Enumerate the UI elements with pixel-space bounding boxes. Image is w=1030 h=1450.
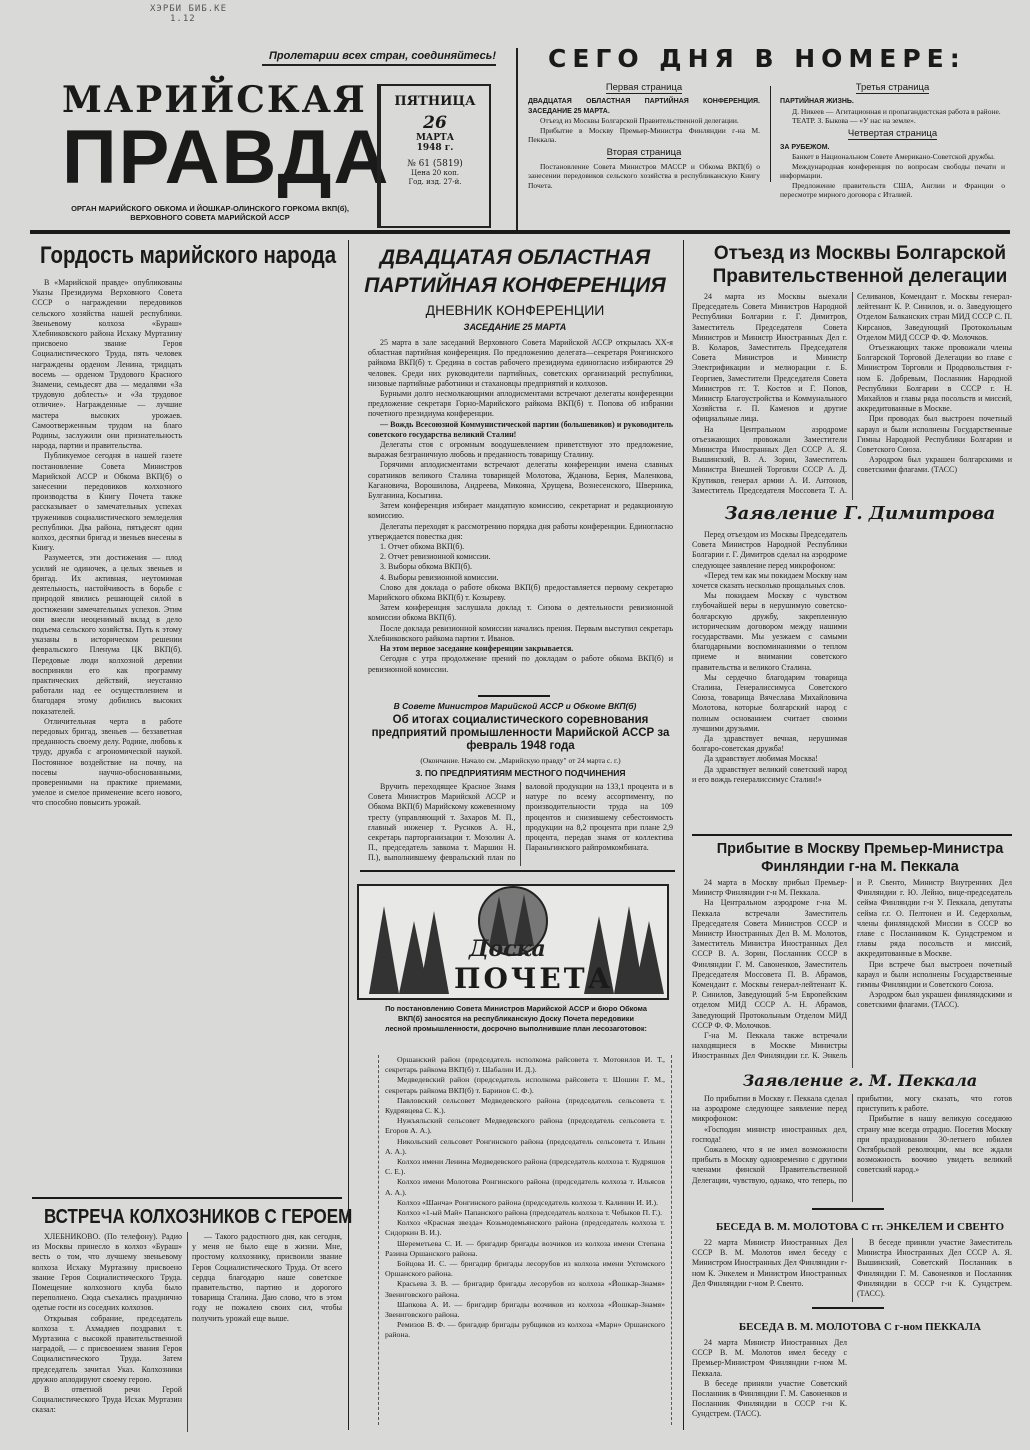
honor-board-banner — [357, 884, 669, 1000]
paragraph: Да здравствует вечная, нерушимая болгаро-советская дружба! — [692, 734, 847, 754]
article-molotov-enckell-body — [692, 1238, 1012, 1302]
day: 26 — [423, 113, 447, 133]
contents-item[interactable]: ЗА РУБЕЖОМ. — [780, 143, 830, 151]
page-label-text: Третья страница — [855, 82, 930, 93]
divider — [32, 1197, 342, 1199]
paragraph: 25 марта в зале заседаний Верховного Совета Марийской АССР открылась XX-я областная партийная конференция. По предложению делегата—секретаря Ронгинского райкома ВКП(б) т. Средина в состав рабочего президиума единогласно избираются 29 человек. Среди них руководители партийных, советских организаций республики, низовые партийные работники и стахановцы предприятий и колхозов. — [368, 338, 673, 388]
paragraph: Да здравствует любимая Москва! — [704, 754, 818, 764]
divider — [516, 48, 518, 230]
month: МАРТА — [415, 133, 455, 143]
headline-line: Правительственной делегации — [712, 266, 1008, 287]
stamp-line: 1.12 — [170, 14, 196, 24]
paragraph: — Такого радостного дня, как сегодня, у меня не было еще в жизни. Мне, простому колхознику, присвоили звание Героя Социалистического Труда. От всего сердца благодарю наше советское правительство, партию и дорогого товарища Сталина. Даю слово, что в этом году не пожалею своих сил, чтобы получить урожай еще выше. — [192, 1232, 342, 1323]
paragraph: Мы покидаем Москву с чувством глубочайшей веры в нерушимую советско-болгарскую дружбу, закрепленную историческим договором между нашими государствами. Мы уезжаем с самыми благодарными воспоминаниями о теплом приеме и внимании советского правительства и великого Сталина. — [692, 591, 847, 672]
divider — [770, 86, 771, 182]
headline-line: Отъезд из Москвы Болгарской — [713, 243, 1007, 264]
headline-pride: Гордость марийского народа — [40, 242, 337, 269]
page-label-text: Четвертая страница — [847, 127, 938, 139]
honor-entry: Ремизов В. Ф. — бригадир бригады рубщиков из колхоза «Марн» Оршанского района. — [385, 1320, 665, 1340]
honor-entry: Красьева З. В. — бригадир бригады лесорубов из колхоза «Йошкар-Знамя» Звениговского района. — [385, 1279, 665, 1299]
headline-dimitrov: Заявление Г. Димитрова — [724, 503, 996, 524]
paragraph: Сегодня с утра продолжение прений по докладам о работе обкома ВКП(б) и ревизионной комиссии. — [368, 654, 673, 674]
paragraph: Прибытие в нашу великую соседнюю страну мне всегда отрадно. Посетив Москву при праздновании 30-летнего юбилея Октябрьской революции, мы все ждали возможность воочию увидеть великий советский народ.» — [857, 1114, 1012, 1175]
contents-item[interactable]: Банкет в Национальном Совете Американо-Советской дружбы. — [792, 152, 995, 161]
honor-entry: Нужъяльский сельсовет Медведевского района (председатель сельсовета т. Егоров А. А.). — [385, 1116, 665, 1136]
honor-entry: Медведевский район (председатель исполкома райсовета т. Шошин Г. М., секретарь райкома ВКП(б) т. Баринов С. Ф.). — [385, 1075, 665, 1095]
contents-item[interactable]: ДВАДЦАТАЯ ОБЛАСТНАЯ ПАРТИЙНАЯ КОНФЕРЕНЦИЯ. ЗАСЕДАНИЕ 25 МАРТА. — [528, 98, 760, 115]
page-label — [528, 82, 760, 94]
competition-section: В Совете Министров Марийской АССР и Обкоме ВКП(б) — [393, 701, 637, 711]
honor-board-script-title: Доска — [469, 936, 546, 962]
headline-hero-meeting: ВСТРЕЧА КОЛХОЗНИКОВ С ГЕРОЕМ — [44, 1206, 353, 1228]
paragraph: Затем конференция избирает мандатную комиссию, секретариат и редакционную комиссию. — [368, 501, 673, 521]
agenda-item: 4. Выборы ревизионной комиссии. — [380, 572, 499, 582]
divider — [692, 834, 1012, 836]
page-label — [780, 128, 1005, 140]
honor-entry: Колхоз «Шанча» Ронгинского района (председатель колхоза т. Калинин И. И.). — [397, 1197, 659, 1207]
agenda-item: 3. Выборы обкома ВКП(б). — [380, 562, 472, 572]
headline-molotov-enckell: БЕСЕДА В. М. МОЛОТОВА С гг. ЭНКЕЛЕМ И СВЕНТО — [715, 1221, 1005, 1233]
column-divider — [348, 240, 349, 1430]
honor-entry: Павловский сельсовет Медведевского района (председатель сельсовета т. Кудрявцева С. К.). — [385, 1095, 665, 1116]
paragraph: Горячими аплодисментами встречают делегаты конференции имена славных соратников великого Сталина товарищей Молотова, Жданова, Берия, Маленкова, Кагановича, Ворошилова, Андреева, Микояна, Хрущева, Вознесенского, Шверника, Булганина, Косыгина. — [368, 460, 673, 501]
contents-column-left — [528, 80, 760, 190]
paragraph: 24 марта из Москвы выехали Председатель Совета Министров Народной Республики Болгарии г. Г. Димитров, Заместитель Председателя Совета Министров и Министр Иностранных Дел г. В. Коларов, Заместитель Председателя Совета Министров и Министр Электрификации и мелиорации г. Б. Георгиев, Заместители Председателя Совета Министров гг. Т. Костов и Г. Попов, Министр Благоустройства и Коммунального Хозяйства г. П. Каменов и другие официальные лица. — [692, 292, 847, 424]
paragraph: В ответной речи Герой Социалистического Труда Исхак Муртазин сказал: — [32, 1385, 182, 1415]
honor-entry: Шереметьева С. И. — бригадир бригады возчиков из колхоза имени Степана Разина Оршанского района. — [385, 1238, 665, 1258]
article-pride-body — [32, 278, 342, 1193]
honor-entry: Бойцова И. С. — бригадир бригады лесорубов из колхоза имени Ухтомского Оршанского района. — [385, 1259, 665, 1279]
paragraph: Слово для доклада о работе обкома ВКП(б) предоставляется первому секретарю Марийского обкома ВКП(б) т. Козыреву. — [368, 582, 673, 603]
masthead-title-line2: ПРАВДА — [62, 115, 391, 200]
contents-item[interactable]: Отъезд из Москвы Болгарской Правительственной делегации. — [540, 116, 739, 125]
headline-molotov-pekkala: БЕСЕДА В. М. МОЛОТОВА С г-ном ПЕККАЛА — [738, 1321, 982, 1333]
paragraph: Сожалею, что я не имел возможности прибыть в Москву одновременно с другими членами финской Правительственной Делегации, чувствую, однако, что теперь, по прибытии, могу сказать, что готов приступить к работе. — [692, 1094, 1012, 1185]
paragraph: Разумеется, эти достижения — плод усилий не одиночек, а целых звеньев и бригад. Их активная, неутомимая деятельность, настойчивость в борьбе с природой явились решающей силой в достижении замечательных успехов. Этим они внесли неоценимый вклад в дело подъема сельского хозяйства. Путь к этому указаны в историческом решении февральского Пленума ЦК ВКП(б). Передовые люди колхозной деревни восприняли его как программу практических действий, неустанно работали над ее осуществлением и благодаря этому добились высоких показателей. — [32, 553, 182, 716]
divider — [360, 870, 675, 872]
paragraph: По прибытии в Москву г. Пеккала сделал на аэродроме следующее заявление перед микрофоном: — [692, 1094, 847, 1124]
agenda-item: 2. Отчет ревизионной комиссии. — [380, 552, 491, 562]
honor-entry: Колхоз «1-ый Май» Папанского района (председатель колхоза т. Чебыков П. Г.). — [397, 1208, 663, 1218]
paragraph: Отличительная черта в работе передовых бригад, звеньев — беззаветная преданность своему делу. Родине, любовь к труду, дружба с агрономической наукой. Постоянное воздействие на почву, на посевы научно-обоснованными, проверенными на практике приемами, умелое и смелое применение всего нового, что способно повысить урожай. — [32, 716, 182, 808]
honor-board-list — [378, 1055, 672, 1425]
contents-item[interactable]: Постановление Совета Министров МАССР и Обкома ВКП(б) о занесении передовиков сельского хозяйства в республиканскую Книгу Почета. — [528, 161, 760, 190]
contents-item[interactable]: Международная конференция по вопросам свободы печати и информации. — [780, 161, 1005, 180]
honor-entry: Шапкова А. И. — бригадир бригады возчиков из колхоза «Йошкар-Знамя» Звениговского района. — [385, 1299, 665, 1320]
paragraph: 24 марта в Москву прибыл Премьер-Министр Финляндии г-н М. Пеккала. — [692, 878, 847, 898]
paragraph: Открывая собрание, председатель колхоза т. Ахмадиев поздравил т. Муртазина с высокой правительственной наградой, — с присвоением звания Героя Социалистического Труда. Затем председатель зачитал Указ. Колхозники дружно аплодируют своему герою. — [32, 1313, 182, 1384]
conference-session: ЗАСЕДАНИЕ 25 МАРТА — [463, 322, 567, 332]
paragraph: 24 марта Министр Иностранных Дел СССР В. М. Молотов имел беседу с Премьер-Министром Финляндии г-ном М. Пеккала. — [692, 1338, 847, 1378]
paragraph: Затем конференция заслушала доклад т. Сизова о деятельности ревизионной комиссии обкома ВКП(б). — [368, 603, 673, 623]
headline-line: Прибытие в Москву Премьер-Министра — [716, 841, 1004, 857]
masthead-title-line1: МАРИЙСКАЯ — [62, 79, 367, 121]
honor-entry: Никольский сельсовет Ронгинского района (председатель сельсовета т. Ильин А. А.). — [385, 1136, 665, 1156]
price: Цена 20 коп. — [411, 169, 459, 177]
paragraph: В беседе приняли участие Советский Посланник в Финляндии Г. М. Савоненков и Посланник Финляндии в СССР г-н К. Сундстрем. (ТАСС). — [692, 1378, 847, 1419]
paragraph: На Центральном аэродроме отъезжающих провожали Заместители Министра Иностранных Дел СССР А. Я. Вышинский, В. А. Зорин, Заместитель Министра Внешней Торговли СССР А. Д. Крутиков, генерал армии А. И. Антонов, Заместитель Председателя Моссовета Т. А. Селиванов, Комендант г. Москвы генерал-лейтенант К. Р. Синилов, и. о. Заведующего Отделом Балканских стран МИД СССР С. П. Кирсанов, Заведующий Протокольным Отделом МИД СССР Ф. Ф. Молочков. — [692, 292, 1012, 495]
headline-pekkala-arrival — [690, 840, 1030, 876]
divider — [812, 1208, 884, 1210]
headline-bulgarian — [690, 242, 1030, 288]
article-conference-body — [368, 338, 673, 692]
paragraph: Да здравствует великий советский народ и его вождь генералиссимус Сталин!» — [692, 764, 847, 784]
contents-item[interactable]: Д. Никеев — Агитационная и пропагандистская работа в районе. — [792, 106, 1001, 116]
paragraph: В «Марийской правде» опубликованы Указы Президиума Верховного Совета СССР о награждении передовиков сельского хозяйства нашей республики. Звеньевому колхоза «Бураш» Хлебниковского района Исхаку Муртазину присвоено звание Героя Социалистического Труда, пять человек награждены орденом Ленина, тридцать восемь — орденом Трудового Красного Знамени, семьдесят два — медалями «За трудовую доблесть» и «За трудовое отличие». Награжденные — лучшие мастера высоких урожаев. Самоотверженным трудом на благо Родины, заслужили они признательность народа, партии и правительства. — [32, 278, 182, 451]
column-divider — [683, 240, 684, 1430]
headline-line: Финляндии г-на М. Пеккала — [761, 859, 959, 875]
slogan: Пролетарии всех стран, соединяйтесь! — [262, 50, 496, 66]
paragraph: После доклада ревизионной комиссии начались прения. Первым выступил секретарь Хлебниковского райкома партии т. Иванов. — [368, 623, 673, 643]
contents-title: СЕГО ДНЯ В НОМЕРЕ: — [548, 44, 966, 73]
article-bulgarian-body — [692, 292, 1012, 500]
headline-pekkala-statement: Заявление г. М. Пеккала — [742, 1071, 978, 1090]
paragraph: Делегаты переходят к рассмотрению порядка дня работы конференции. Единогласно утверждается повестка дня: — [368, 521, 673, 541]
contents-item[interactable]: Предложение правительств США, Англии и Франции о пересмотре мирного договора с Италией. — [780, 180, 1005, 199]
conference-subheadline: ДНЕВНИК КОНФЕРЕНЦИИ — [425, 302, 605, 318]
headline-competition: Об итогах социалистического соревнования предприятий промышленности Марийской АССР за февраль 1948 года — [371, 714, 670, 752]
paragraph: Мы сердечно благодарим товарища Сталина, Генералиссимуса Советского Союза, товарища Вячеслава Михайловича Молотова, которые болгарский народ с полным основанием считает своими лучшими друзьями. — [692, 672, 847, 733]
paragraph: Перед отъездом из Москвы Председатель Совета Министров Народной Республики Болгарии г. Г. Димитров сделал на аэродроме следующее заявление перед микрофоном: — [692, 530, 847, 570]
page-label — [528, 147, 760, 159]
edition-year: Год. изд. 27-й. — [408, 178, 462, 186]
paragraph: Бурными долго несмолкающими аплодисментами встречают делегаты конференции предложение секретаря Горно-Марийского райкома ВКП(б) т. Попова об избрании почетного президиума конференции. — [368, 389, 673, 419]
page-label — [780, 82, 1005, 94]
paragraph: ХЛЕБНИКОВО. (По телефону). Радио из Москвы принесло в колхоз «Бураш» весть о том, что лучшему звеньевому колхоза Исхаку Муртазину присвоено звание Героя Социалистического Труда. Помещение колхозного клуба было переполнено. Сюда съехались празднично одетые гости из соседних колхозов. — [32, 1232, 182, 1313]
article-pekkala-statement-body — [692, 1094, 1012, 1202]
paragraph: Делегаты стоя с огромным воодушевлением приветствуют это предложение, выражая безграничную любовь и преданность товарищу Сталину. — [368, 440, 673, 460]
masthead-organ: ОРГАН МАРИЙСКОГО ОБКОМА И ЙОШКАР-ОЛИНСКОГО ГОРКОМА ВКП(б), ВЕРХОВНОГО СОВЕТА МАРИЙСКОЙ АССР — [71, 204, 349, 222]
headline-line: ПАРТИЙНАЯ КОНФЕРЕНЦИЯ — [364, 274, 666, 297]
paragraph: Отъезжающих также провожали члены Болгарской Торговой Делегации во главе с Министром Торговли и Продовольствия г-ном Б. Добревым, Посланник Народной Республики Болгарии в СССР г. Н. Михайлов и главы ряда посольств и миссий, аккредитованные в Москве. — [857, 343, 1012, 414]
contents-column-right — [780, 80, 1005, 200]
headline-conference — [355, 244, 675, 300]
paragraph: 22 марта Министр Иностранных Дел СССР В. М. Молотов имел беседу с Министром Иностранных Дел Финляндии г-ном К. Энкелем и Министром Иностранных Дел Финляндии г-ном Р. Свенто. — [692, 1238, 847, 1288]
agenda-item: 1. Отчет обкома ВКП(б). — [380, 542, 465, 552]
page-label-text: Вторая страница — [606, 146, 682, 158]
contents-item[interactable]: Прибытие в Москву Премьер-Министра Финляндии г-на М. Пеккала. — [528, 125, 760, 144]
stamp-line: ХЭРБИ БИБ.КЕ — [150, 4, 228, 14]
library-stamp — [150, 4, 227, 24]
competition-part: 3. ПО ПРЕДПРИЯТИЯМ МЕСТНОГО ПОДЧИНЕНИЯ — [415, 768, 626, 778]
honor-board-title: ПОЧЕТА — [454, 962, 614, 995]
page-label-text: Первая страница — [605, 82, 683, 93]
paragraph: «Перед тем как мы покидаем Москву нам хочется сказать несколько прощальных слов. — [692, 570, 847, 591]
article-hero-meeting-body — [32, 1232, 342, 1432]
article-pekkala-arrival-body — [692, 878, 1012, 1068]
paragraph: Публикуемое сегодня в нашей газете постановление Совета Министров Марийской АССР и Обкома ВКП(б) о занесении передовиков колхозного производства в Книгу Почета также рассказывает о замечательных успехах тружеников социалистического земледелия республики. Два района, пятьдесят один колхоз, десятки бригад и звеньев внесены в Книгу. — [32, 451, 182, 553]
paragraph: На этом первое заседание конференции закрывается. — [380, 644, 574, 654]
honor-entry: Колхоз «Красная звезда» Козьмодемьянского района (председатель колхоза т. Сидоркин В. И.). — [385, 1218, 665, 1238]
contents-item[interactable]: ПАРТИЙНАЯ ЖИЗНЬ. — [780, 98, 854, 105]
paragraph: Аэродром был украшен финляндскими и советскими флагами. (ТАСС). — [857, 990, 1012, 1010]
weekday: ПЯТНИЦА — [394, 94, 476, 109]
honor-entry: Колхоз имени Молотова Ронгинского района (председатель колхоза т. Ильясов А. А.). — [385, 1177, 665, 1197]
paragraph: Вручить переходящее Красное Знамя Совета Министров Марийской АССР и Обкома ВКП(б) Марийскому кожевенному тресту (управляющий т. Захаров М. П., главный инженер т. Руснков А. Н., секретарь парторганизации т. Мозолин А. П., председатель завкома т. Маршин Н. П.), выполнившему февральский план по валовой продукции на 133,1 процента и в натуре по всему ассортименту, по производительности труда на 109 процентов и снизившему себестоимость продукции на 8,2 процента при плане 2,9 процента, передав знамя от коллектива Параньгинского райпромкомбината. — [368, 782, 673, 863]
headline-line: ДВАДЦАТАЯ ОБЛАСТНАЯ — [379, 246, 651, 269]
paragraph: — Вождь Всесоюзной Коммунистической партии (большевиков) и руководитель советского государства великий Сталин! — [368, 419, 673, 439]
paragraph: На Центральном аэродроме г-на М. Пеккала встречали Заместитель Председателя Совета Министров СССР и Министр Иностранных Дел В. М. Молотов, Заместитель Министра Иностранных Дел СССР В. А. Зорин, Посланник СССР в Финляндии Г. М. Савоненков, Заместитель Председателя Моссовета П. В. Абрамов, Комендант г. Москвы генерал-лейтенант К. Р. Синилов, Заведующий 5-м Европейским отделом МИД СССР А. Н. Абрамов, Заведующий Протокольным Отделом МИД СССР Ф. Ф. Молочков. — [692, 898, 847, 1030]
masthead-rule — [30, 230, 1010, 234]
article-molotov-pekkala-body — [692, 1338, 1012, 1422]
article-dimitrov-body — [692, 530, 1012, 830]
honor-entry: Оршанский район (председатель исполкома райсовета т. Мотовилов И. Т., секретарь райкома ВКП(б) т. Шабалин И. Д.). — [385, 1055, 665, 1075]
honor-entry: Колхоз имени Ленина Медведевского района (председатель колхоза т. Кудряшов С. Е.). — [385, 1157, 665, 1177]
contents-item[interactable]: ТЕАТР. З. Быкова — «У нас на земле». — [792, 116, 916, 125]
article-competition-body — [368, 782, 673, 866]
honor-board-intro: По постановлению Совета Министров Марийской АССР и бюро Обкома ВКП(б) заносятся на республиканскую Доску Почета передовики лесной промышленности, досрочно выполнившие план лесозаготовок: — [385, 1004, 647, 1033]
paragraph: Аэродром был украшен болгарскими и советскими флагами. (ТАСС) — [857, 455, 1012, 475]
paragraph: «Господин министр иностранных дел, господа! — [692, 1124, 847, 1144]
paragraph: При проводах был выстроен почетный караул и были исполнены Государственные Гимны Народной Республики Болгарии и Советского Союза. — [857, 414, 1012, 455]
paragraph: При встрече был выстроен почетный караул и были исполнены Государственные гимны Финляндии и Советского Союза. — [857, 959, 1012, 990]
divider — [478, 695, 550, 697]
year: 1948 г. — [416, 143, 454, 153]
issue-number: № 61 (5819) — [407, 159, 463, 169]
paragraph: В беседе приняли участие Заместитель Министра Иностранных Дел СССР А. Я. Вышинский, Советский Посланник в Финляндии Г. М. Савоненков и Посланник Финляндии в СССР г-н К. Сундстрем. (ТАСС). — [857, 1238, 1012, 1299]
competition-note: (Окончание. Начало см. „Марийскую правду" от 24 марта с. г.) — [420, 756, 621, 765]
divider — [812, 1307, 884, 1309]
date-box — [377, 84, 491, 228]
paragraph: Г-на М. Пеккала также встречали находящиеся в Москве Министры Иностранных Дел Финляндии г.г. К. Энкель и Р. Свенто, Министр Внутренних Дел Финляндии г. Ю. Лейно, вице-председатель сейма Финляндии г-н У. Пеккала, депутаты сейма г.г. О. Пелтонен и И. Седерхольм, члены финляндской Миссии в СССР во главе с Посланником К. Сундстремом и главы ряда посольств и миссий, аккредитованные в Москве. — [692, 878, 1012, 1061]
